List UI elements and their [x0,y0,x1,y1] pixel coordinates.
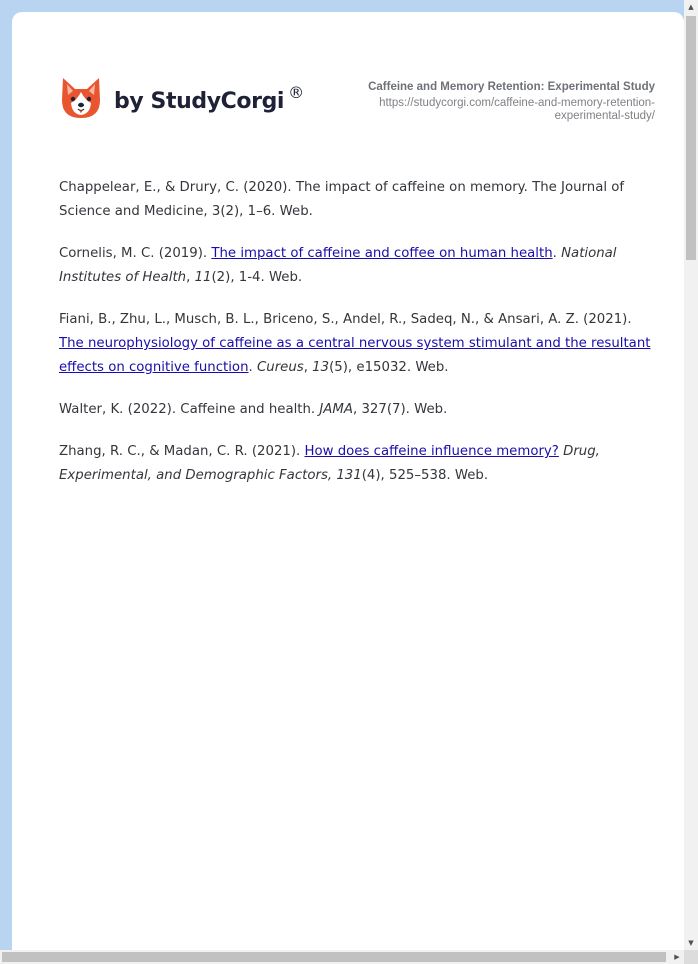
reference-list [59,176,653,506]
vertical-scroll-thumb[interactable] [686,16,696,260]
reference-text: (4), 525–538. Web. [361,468,489,483]
reference-text: Cornelis, M. C. (2019). [59,246,212,261]
registered-mark: ® [288,82,304,102]
scroll-down-icon[interactable]: ▼ [688,939,694,947]
reference-text: , [186,270,195,285]
reference-text: . [248,360,257,375]
document-url[interactable] [325,97,655,123]
reference-volume: 13 [312,360,330,375]
document-url-line-2[interactable]: experimental-study/ [554,110,655,122]
scroll-right-icon[interactable]: ▶ [674,953,680,961]
reference-text: Fiani, B., Zhu, L., Musch, B. L., Briceno, S., Andel, R., Sadeq, N., & Ansari, A. Z. (2021). [59,312,632,327]
document-page [12,12,684,950]
reference-journal: Drug, Experimental, and Demographic Factors, 131 [59,444,600,483]
reference-text: , [303,360,313,375]
horizontal-scrollbar[interactable] [0,950,684,964]
reference-journal: Cureus [256,360,304,375]
reference-link[interactable]: The neurophysiology of caffeine as a central nervous system stimulant and the resultant effects on cognitive function [59,336,651,375]
reference-link[interactable]: How does caffeine influence memory? [304,444,559,459]
reference-text: Chappelear, E., & Drury, C. (2020). The impact of caffeine on memory. The Journal of Science and Medicine, 3(2), 1–6. Web. [59,180,625,219]
reference-text: (2), 1-4. Web. [211,270,303,285]
document-title: Caffeine and Memory Retention: Experimental Study [368,81,655,93]
reference-entry [59,176,653,224]
corgi-logo-icon [60,76,102,120]
scrollbar-corner [684,950,698,964]
document-header [325,80,655,123]
vertical-scrollbar[interactable] [684,0,698,950]
reference-text: , 327(7). Web. [352,402,448,417]
logo-text: by StudyCorgi [114,88,285,114]
reference-link[interactable]: The impact of caffeine and coffee on human health [211,246,553,261]
logo-wordmark [114,82,304,114]
document-url-line-1[interactable]: https://studycorgi.com/caffeine-and-memory-retention- [379,97,655,109]
reference-entry [59,308,653,380]
reference-journal: JAMA [319,402,353,417]
reference-journal: National Institutes of Health [59,246,617,285]
reference-text: Zhang, R. C., & Madan, C. R. (2021). [59,444,305,459]
reference-entry [59,242,653,290]
studycorgi-logo[interactable] [60,76,304,120]
reference-text: . [552,246,562,261]
reference-volume: 11 [194,270,212,285]
reference-text: Walter, K. (2022). Caffeine and health. [59,402,320,417]
reference-entry [59,398,653,422]
reference-entry [59,440,653,488]
reference-text: (5), e15032. Web. [329,360,449,375]
scroll-up-icon[interactable]: ▲ [688,3,694,11]
horizontal-scroll-thumb[interactable] [2,952,666,962]
